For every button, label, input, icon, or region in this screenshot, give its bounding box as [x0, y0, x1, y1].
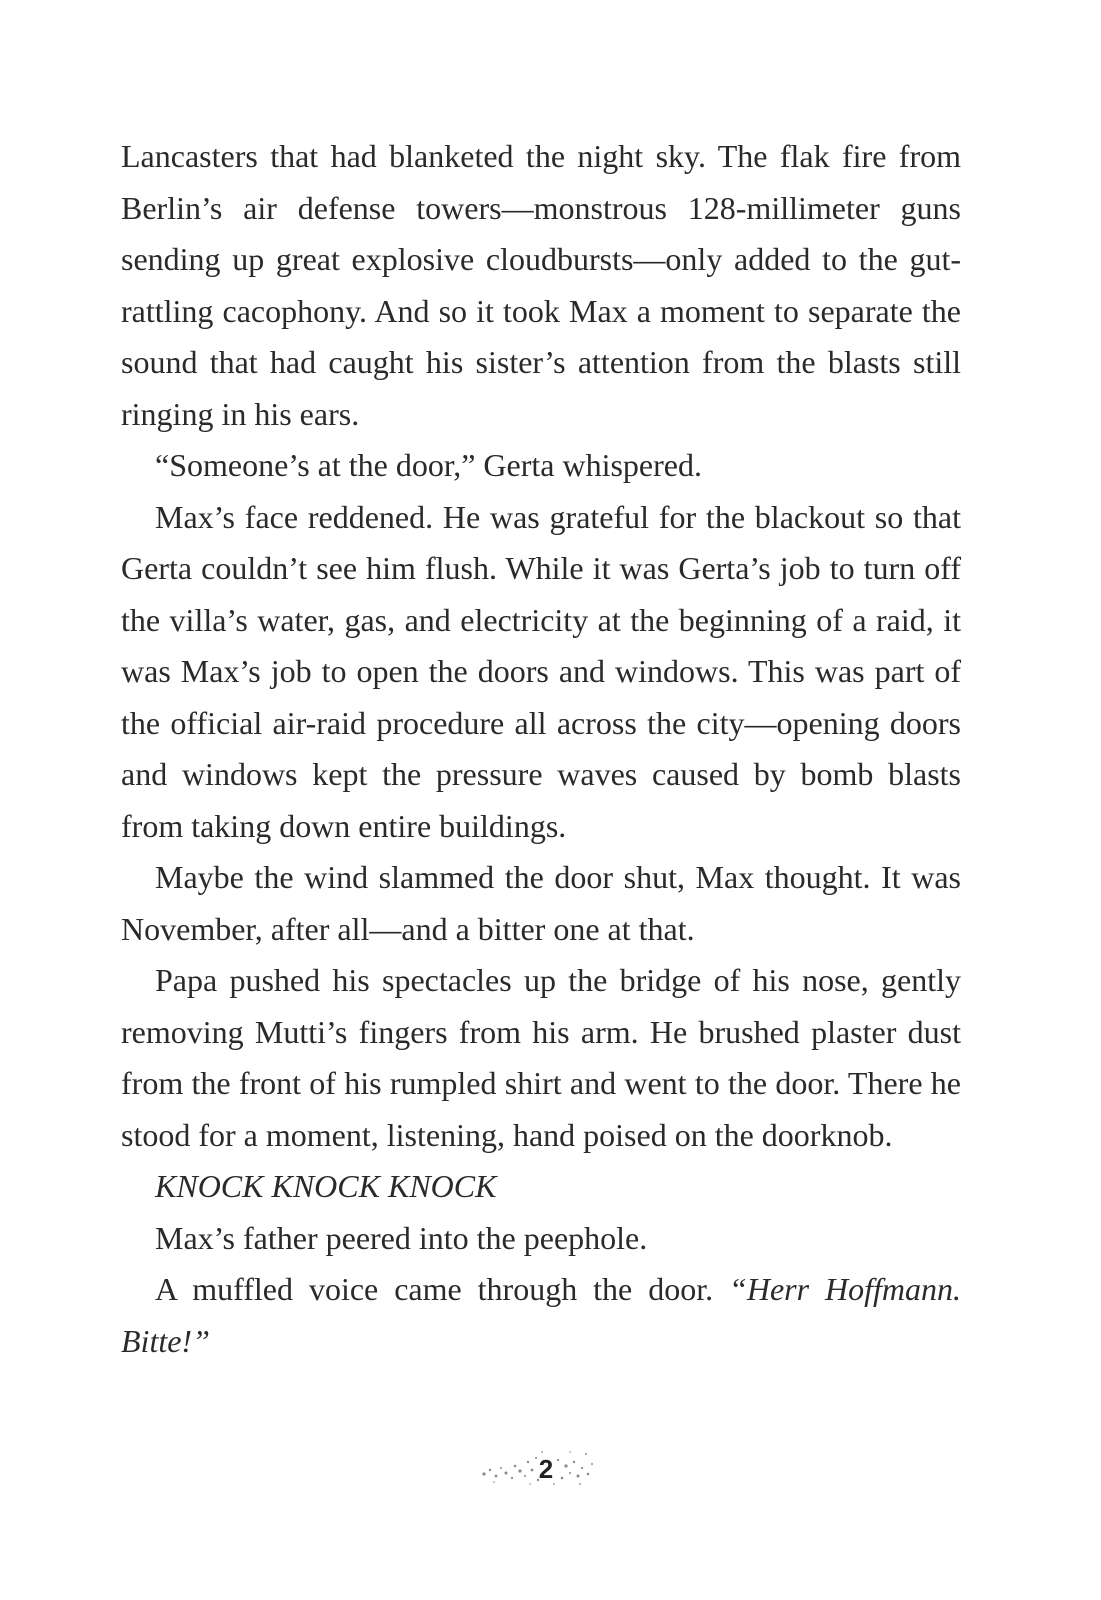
knock-sound-text: KNOCK KNOCK KNOCK [155, 1168, 497, 1204]
paragraph-6 [121, 1161, 961, 1213]
paragraph-3-text: Max’s face reddened. He was grateful for the blackout so that Gerta couldn’t see him flush. While it was Gerta’s job to turn off the villa’s water, gas, and electricity at the beginning of a raid, it was Max’s job to open the doors and windows. This was part of the official air-raid procedure all across the city—opening doors and windows kept the pressure waves caused by bomb blasts from taking down entire buildings. [121, 498, 961, 844]
page-number: 2 [538, 1454, 554, 1484]
paragraph-2-text: “Someone’s at the door,” Gerta whispered. [155, 447, 702, 483]
paragraph-3 [121, 492, 961, 853]
paragraph-1-text: Lancasters that had blanketed the night sky. The flak fire from Berlin’s air defense towers—monstrous 128-millimeter guns sending up great explosive cloudbursts—only added to the gut-rattling cacophony. And so it took Max a moment to separate the sound that had caught his sister’s attention from the blasts still ringing in his ears. [121, 138, 961, 432]
paragraph-7 [121, 1213, 961, 1265]
paragraph-8 [121, 1264, 961, 1367]
paragraph-7-text: Max’s father peered into the peephole. [155, 1219, 648, 1256]
paragraph-5 [121, 955, 961, 1161]
paragraph-5-text: Papa pushed his spectacles up the bridge of his nose, gently removing Mutti’s fingers from his arm. He brushed plaster dust from the front of his rumpled shirt and went to the door. There he stood for a moment, listening, hand poised on the doorknob. [121, 962, 961, 1153]
paragraph-1 [121, 131, 961, 440]
paragraph-8-italic-dialogue: “Herr Hoffmann. Bitte!” [121, 1271, 962, 1359]
paragraph-8-text: A muffled voice came through the door. [155, 1271, 730, 1307]
paragraph-2 [121, 440, 961, 492]
body-text [121, 131, 961, 1367]
page-number-folio [470, 1440, 630, 1504]
paragraph-4-text: Maybe the wind slammed the door shut, Max thought. It was November, after all—and a bitter one at that. [121, 859, 961, 947]
paragraph-4 [121, 852, 961, 955]
